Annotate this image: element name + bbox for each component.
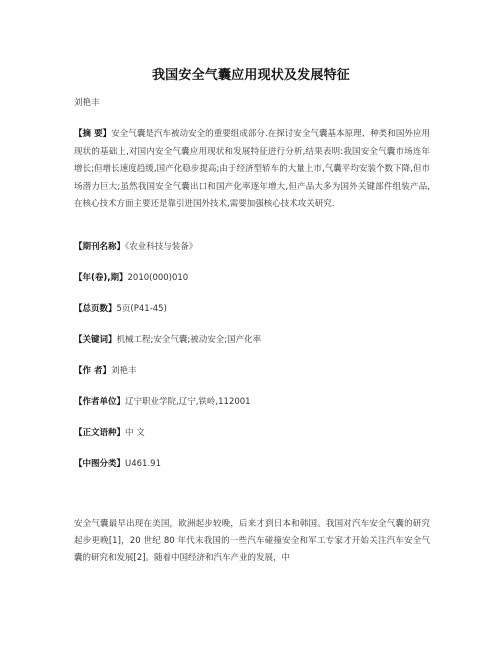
field-year-volume-issue (74, 271, 188, 283)
field-language (74, 426, 145, 438)
author-name: 刘艳丰 (74, 98, 100, 108)
field-classification (74, 457, 161, 469)
field-label: 【中图分类】 (74, 459, 126, 469)
field-value: 刘艳丰 (110, 366, 137, 376)
field-label: 【作者单位】 (74, 397, 126, 407)
field-label: 【年(卷),期】 (74, 273, 128, 283)
field-value: 中 文 (125, 428, 145, 438)
abstract-section (74, 126, 430, 214)
body-paragraph: 安全气囊最早出现在美国，欧洲起步较晚，后来才到日本和韩国。我国对汽车安全气囊的研究起步更晚[1]，20 世纪 80 年代末我国的一些汽车碰撞安全和军工专家才开始关注汽车安全气囊的研究和发展[2]。随着中国经济和汽车产业的发展，中 (74, 519, 430, 564)
field-value: 2010(000)010 (127, 273, 189, 283)
field-keywords (74, 333, 261, 345)
field-total-pages (74, 302, 167, 314)
field-author-affiliation (74, 395, 251, 407)
field-author (74, 364, 136, 376)
document-title: 我国安全气囊应用现状及发展特征 (151, 68, 350, 83)
field-value: 《农业科技与装备》 (125, 242, 198, 252)
body-text (74, 516, 430, 568)
field-value: U461.91 (125, 459, 161, 469)
field-label: 【期刊名称】 (74, 242, 126, 252)
abstract-text: 安全气囊是汽车被动安全的重要组成部分.在探讨安全气囊基本原理、种类和国外应用现状的基础上,对国内安全气囊应用现状和发展特征进行分析,结果表明:我国安全气囊市场连年增长;但增长速度趋缓,国产化稳步提高;由于经济型轿车的大量上市,气囊平均安装个数下降,但市场潜力巨大;虽然我国安全气囊出口和国产化率逐年增大,但产品大多为国外关键部件组装产品,在核心技术方面主要还是靠引进国外技术,需要加强核心技术攻关研究. (74, 129, 430, 209)
field-label: 【关键词】 (74, 335, 117, 345)
field-label: 【总页数】 (74, 304, 117, 314)
field-label: 【作 者】 (74, 366, 111, 376)
field-value: 辽宁职业学院,辽宁,铁岭,112001 (125, 397, 251, 407)
field-value: 5页(P41-45) (116, 304, 167, 314)
field-label: 【正文语种】 (74, 428, 126, 438)
field-value: 机械工程;安全气囊;被动安全;国产化率 (116, 335, 262, 345)
field-journal-name (74, 240, 197, 252)
abstract-label: 【摘 要】 (74, 129, 112, 139)
